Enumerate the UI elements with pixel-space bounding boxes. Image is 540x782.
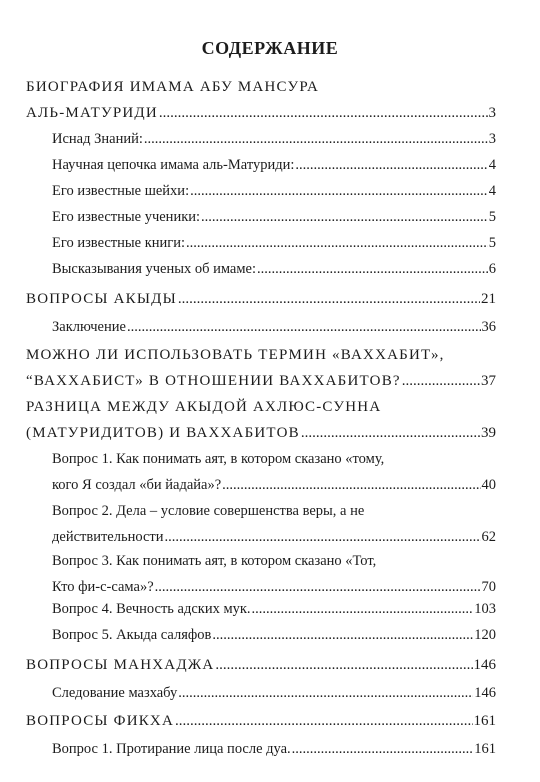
toc-entry-title: БИОГРАФИЯ ИМАМА АБУ МАНСУРА <box>26 79 319 95</box>
toc-entry-title: ВОПРОСЫ ФИКХА <box>26 713 174 729</box>
dot-leader <box>178 680 473 706</box>
dot-leader <box>164 524 480 550</box>
toc-entry-sayings[interactable] <box>52 256 496 282</box>
dot-leader <box>301 420 480 446</box>
toc-entry-chain[interactable] <box>52 152 496 178</box>
toc-entry-title: Иснад Знаний: <box>52 131 143 147</box>
toc-entry-title: Вопрос 2. Дела – условие совершенства веры, а не <box>52 503 365 519</box>
dot-leader <box>190 178 488 204</box>
toc-entry-title: Вопрос 5. Акыда саляфов <box>52 627 212 643</box>
dot-leader <box>212 622 473 648</box>
page-number: 37 <box>481 373 496 389</box>
toc-entry-title-cont: кого Я создал «би йадайа»? <box>52 477 222 493</box>
page-number: 146 <box>474 685 496 701</box>
toc-entry-title: Вопрос 4. Вечность адских мук. <box>52 601 251 617</box>
toc-entry-sheikhs[interactable] <box>52 178 496 204</box>
dot-leader <box>215 652 472 678</box>
toc-entry-students[interactable] <box>52 204 496 230</box>
toc-entry-madhhab[interactable] <box>52 680 496 706</box>
dot-leader <box>175 708 473 734</box>
page-number: 6 <box>488 261 496 277</box>
toc-entry-isnad[interactable] <box>52 126 496 152</box>
page-number: 21 <box>481 291 496 307</box>
toc-entry-title: Следование мазхабу <box>52 685 178 701</box>
toc-entry-question-4[interactable] <box>52 596 496 622</box>
page-number: 39 <box>481 425 496 441</box>
dot-leader <box>222 472 480 498</box>
page-number: 161 <box>474 741 496 757</box>
page-number: 120 <box>474 627 496 643</box>
toc-entry-fiqh[interactable] <box>26 708 496 734</box>
toc-entry-question-5[interactable] <box>52 622 496 648</box>
dot-leader <box>186 230 488 256</box>
page-number: 4 <box>488 183 496 199</box>
toc-entry-difference[interactable] <box>26 394 496 446</box>
page-number: 4 <box>488 157 496 173</box>
page-number: 36 <box>481 319 496 335</box>
dot-leader <box>201 204 488 230</box>
toc-entry-title: Вопрос 1. Протирание лица после дуа. <box>52 741 291 757</box>
toc-entry-question-3[interactable] <box>52 548 496 600</box>
toc-entry-conclusion[interactable] <box>52 314 496 340</box>
toc-entry-title-cont: АЛЬ-МАТУРИДИ <box>26 105 158 121</box>
toc-entry-books[interactable] <box>52 230 496 256</box>
dot-leader <box>257 256 488 282</box>
toc-entry-title: ВОПРОСЫ АКЫДЫ <box>26 291 177 307</box>
page-title: СОДЕРЖАНИЕ <box>201 38 339 58</box>
toc-entry-title: Его известные книги: <box>52 235 185 251</box>
toc-entry-title: Высказывания ученых об имаме: <box>52 261 257 277</box>
toc-entry-aqida[interactable] <box>26 286 496 312</box>
toc-entry-title: Научная цепочка имама аль-Матуриди: <box>52 157 295 173</box>
dot-leader <box>292 736 474 762</box>
dot-leader <box>127 314 481 340</box>
dot-leader <box>252 596 474 622</box>
toc-entry-question-1[interactable] <box>52 446 496 498</box>
dot-leader <box>159 100 488 126</box>
toc-entry-question-2[interactable] <box>52 498 496 550</box>
page-number: 5 <box>488 235 496 251</box>
dot-leader <box>402 368 480 394</box>
toc-entry-title: РАЗНИЦА МЕЖДУ АКЫДОЙ АХЛЮС-СУННА <box>26 399 382 415</box>
toc-entry-title: МОЖНО ЛИ ИСПОЛЬЗОВАТЬ ТЕРМИН «ВАХХАБИТ», <box>26 347 445 363</box>
toc-entry-fiqh-question-1[interactable] <box>52 736 496 762</box>
toc-entry-biography[interactable] <box>26 74 496 126</box>
toc-entry-title: Его известные ученики: <box>52 209 201 225</box>
page-number: 3 <box>488 131 496 147</box>
toc-entry-title: Его известные шейхи: <box>52 183 190 199</box>
dot-leader <box>178 286 480 312</box>
toc-entry-title: Вопрос 3. Как понимать аят, в котором сказано «Тот, <box>52 553 377 569</box>
toc-entry-title-cont: действительности <box>52 529 164 545</box>
page-number: 3 <box>488 105 496 121</box>
page-number: 146 <box>473 657 496 673</box>
toc-entry-title: ВОПРОСЫ МАНХАДЖА <box>26 657 215 673</box>
page-number: 161 <box>473 713 496 729</box>
toc-entry-title: Заключение <box>52 319 126 335</box>
page-number: 70 <box>481 579 496 595</box>
toc-entry-wahhabi-term[interactable] <box>26 342 496 394</box>
toc-entry-manhaj[interactable] <box>26 652 496 678</box>
page-number: 62 <box>481 529 496 545</box>
dot-leader <box>295 152 487 178</box>
toc-entry-title-cont: (МАТУРИДИТОВ) И ВАХХАБИТОВ <box>26 425 300 441</box>
toc-entry-title: Вопрос 1. Как понимать аят, в котором сказано «тому, <box>52 451 385 467</box>
page-number: 40 <box>481 477 496 493</box>
page-number: 103 <box>474 601 496 617</box>
dot-leader <box>144 126 488 152</box>
page-number: 5 <box>488 209 496 225</box>
toc-entry-title-cont: Кто фи-с-сама»? <box>52 579 154 595</box>
toc-entry-title-cont: “ВАХХАБИСТ» В ОТНОШЕНИИ ВАХХАБИТОВ? <box>26 373 401 389</box>
